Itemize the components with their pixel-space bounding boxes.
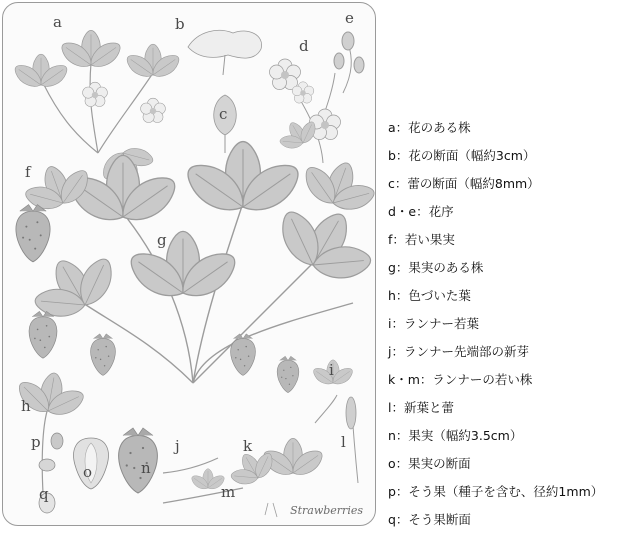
figure-label-g: g [157,231,167,249]
figure-label-n: n [141,459,151,477]
legend-item: p：そう果（種子を含む、径約1mm） [388,484,604,499]
figure-label-e: e [345,9,354,27]
legend-item: a：花のある株 [388,120,471,135]
figure-label-f: f [25,163,31,181]
figure-label-d: d [299,37,309,55]
legend-item: q：そう果断面 [388,512,471,527]
legend-item: o：果実の断面 [388,456,471,471]
figure-label-k: k [243,437,253,455]
figure-label-o: o [83,463,93,481]
plate-signature: Strawberries [290,504,363,517]
legend-item: d・e：花序 [388,204,454,219]
figure-label-b: b [175,15,185,33]
figure-label-j: j [175,437,180,455]
figure-label-i: i [329,361,334,379]
legend-item: b：花の断面（幅約3cm） [388,148,536,163]
figure-label-m: m [221,483,236,501]
legend-item: l：新葉と蕾 [388,400,454,415]
figure-label-a: a [53,13,62,31]
legend-item: g：果実のある株 [388,260,484,275]
botanical-plate [2,2,376,526]
legend-item: j：ランナー先端部の新芽 [388,344,529,359]
legend-item: i：ランナー若葉 [388,316,479,331]
legend-item: c：蕾の断面（幅約8mm） [388,176,540,191]
figure-label-p: p [31,433,41,451]
figure-label-h: h [21,397,31,415]
legend-item: f：若い果実 [388,232,455,247]
strawberry-illustration [3,3,376,526]
legend-item: k・m：ランナーの若い株 [388,372,533,387]
legend-item: n：果実（幅約3.5cm） [388,428,523,443]
figure-label-l: l [341,433,346,451]
figure-label-q: q [39,485,49,503]
legend-item: h：色づいた葉 [388,288,471,303]
figure-legend [388,118,603,538]
figure-label-c: c [219,105,228,123]
